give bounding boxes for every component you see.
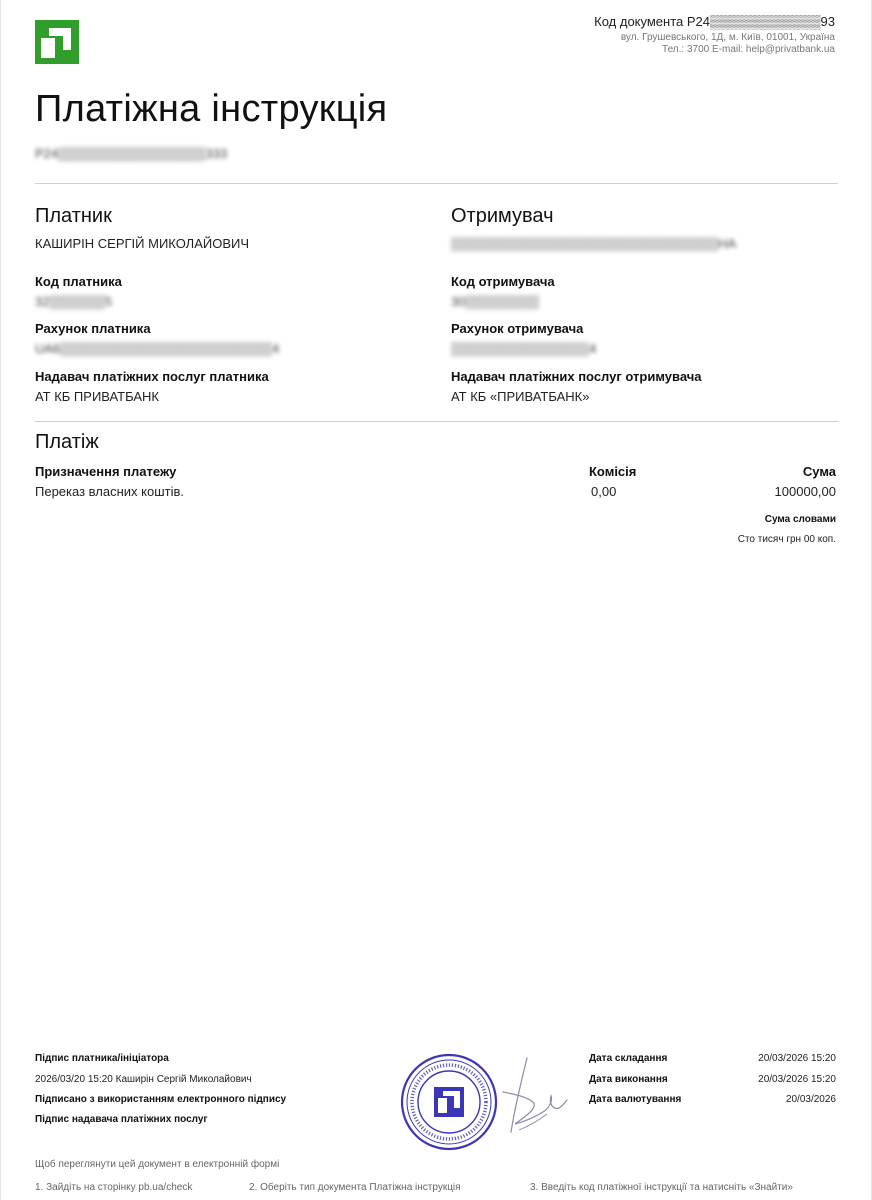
provider-signature-label: Підпис надавача платіжних послуг <box>35 1114 208 1125</box>
footer-step-3: 3. Введіть код платіжної інструкції та натисніть «Знайти» <box>530 1182 793 1193</box>
bank-contacts: Тел.: 3700 E-mail: help@privatbank.ua <box>662 44 835 55</box>
privatbank-logo-icon <box>35 20 79 64</box>
payer-provider-label: Надавач платіжних послуг платника <box>35 369 269 384</box>
fee-label: Комісія <box>589 464 637 479</box>
divider <box>35 421 838 422</box>
payment-heading: Платіж <box>35 431 99 453</box>
bank-address: вул. Грушевського, 1Д, м. Київ, 01001, Україна <box>620 32 835 43</box>
valuation-date-value: 20/03/2026 <box>785 1094 836 1105</box>
amount-words-label: Сума словами <box>764 514 836 525</box>
executed-date-label: Дата виконання <box>589 1074 668 1085</box>
created-date-value: 20/03/2026 15:20 <box>758 1053 836 1064</box>
amount-words-value: Сто тисяч грн 00 коп. <box>737 534 836 545</box>
payer-account-value: UA6▒▒▒▒▒▒▒▒▒▒▒▒▒▒▒▒▒▒▒▒▒▒▒4 <box>35 341 280 356</box>
footer-intro: Щоб переглянути цей документ в електронній формі <box>35 1159 280 1170</box>
recipient-code-label: Код отримувача <box>451 274 555 289</box>
payer-heading: Платник <box>35 205 112 227</box>
footer-step-1: 1. Зайдіть на сторінку pb.ua/check <box>35 1182 193 1193</box>
recipient-provider-value: АТ КБ «ПРИВАТБАНК» <box>451 389 590 404</box>
page-title: Платіжна інструкція <box>35 88 388 130</box>
divider <box>35 183 838 184</box>
bank-stamp-icon <box>399 1052 499 1152</box>
document-number: Р24▒▒▒▒▒▒▒▒▒▒▒▒▒▒▒▒333 <box>35 146 228 161</box>
payer-name: КАШИРІН СЕРГІЙ МИКОЛАЙОВИЧ <box>35 236 250 251</box>
valuation-date-label: Дата валютування <box>589 1094 682 1105</box>
executed-date-value: 20/03/2026 15:20 <box>758 1074 836 1085</box>
footer-step-2: 2. Оберіть тип документа Платіжна інструкція <box>249 1182 461 1193</box>
document-code: Код документа Р24▒▒▒▒▒▒▒▒▒▒▒▒93 <box>594 14 835 29</box>
created-date-label: Дата складання <box>589 1053 668 1064</box>
recipient-heading: Отримувач <box>451 205 554 227</box>
purpose-value: Переказ власних коштів. <box>35 484 184 499</box>
recipient-account-label: Рахунок отримувача <box>451 321 584 336</box>
recipient-code-value: 30▒▒▒▒▒▒▒▒ <box>451 294 540 309</box>
esign-label: Підписано з використанням електронного підпису <box>35 1094 287 1105</box>
recipient-name: ▒▒▒▒▒▒▒▒▒▒▒▒▒▒▒▒▒▒▒▒▒▒▒▒▒▒▒▒▒НА <box>451 236 737 251</box>
handwritten-signature-icon <box>493 1052 573 1152</box>
recipient-account-value: ▒▒▒▒▒▒▒▒▒▒▒▒▒▒▒4 <box>451 341 597 356</box>
amount-value: 100000,00 <box>774 484 836 499</box>
payer-code-value: 32▒▒▒▒▒▒5 <box>35 294 112 309</box>
payer-account-label: Рахунок платника <box>35 321 151 336</box>
payer-code-label: Код платника <box>35 274 122 289</box>
amount-label: Сума <box>802 464 836 479</box>
fee-value: 0,00 <box>591 484 617 499</box>
recipient-provider-label: Надавач платіжних послуг отримувача <box>451 369 702 384</box>
payer-provider-value: АТ КБ ПРИВАТБАНК <box>35 389 159 404</box>
purpose-label: Призначення платежу <box>35 464 177 479</box>
payer-signature-value: 2026/03/20 15:20 Каширін Сергій Миколайович <box>35 1074 252 1085</box>
payer-signature-label: Підпис платника/ініціатора <box>35 1053 169 1064</box>
